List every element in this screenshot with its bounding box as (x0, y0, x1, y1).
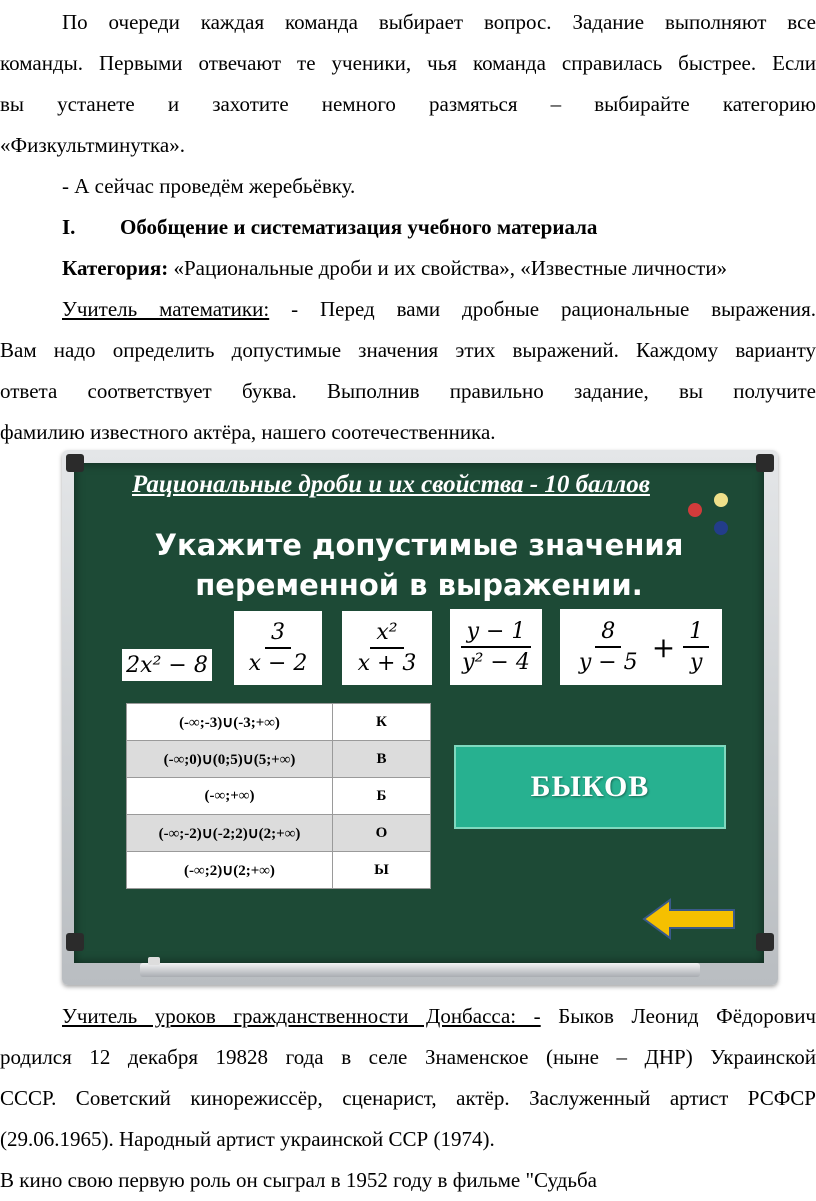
intro-line: команды. Первыми отвечают те ученики, чья команда справилась быстрее. Если (0, 51, 816, 75)
intro-line: «Физкультминутка». (0, 133, 185, 157)
option-row (127, 741, 431, 778)
option-letter: К (333, 704, 431, 741)
option-row (127, 852, 431, 889)
intro-line: По очереди каждая команда выбирает вопрос. Задание выполняют все (62, 10, 816, 34)
option-range: (-∞;-3)∪(-3;+∞) (127, 704, 333, 741)
citizenship-teacher-label: Учитель уроков гражданственности Донбасса: - (62, 1004, 541, 1028)
option-row (127, 778, 431, 815)
expression-5: $\frac{8}{y - 5}$ + $\frac{1}{y}$ (560, 609, 722, 685)
answer-options-table (126, 703, 431, 889)
blackboard-slide (74, 463, 764, 963)
expression-2: $\frac{3}{x - 2}$ (234, 611, 322, 685)
category-label: Категория: (62, 256, 169, 280)
option-range: (-∞;2)∪(2;+∞) (127, 852, 333, 889)
citizenship-line: СССР. Советский кинорежиссёр, сценарист, актёр. Заслуженный артист РСФСР (0, 1086, 816, 1110)
option-row (127, 815, 431, 852)
intro-line: вы устанете и захотите немного размяться – выбирайте категорию (0, 92, 816, 116)
chalk-piece (148, 957, 160, 965)
expression-4: $\frac{y - 1}{\text{y² − 4}}$ (450, 609, 542, 685)
category-text: «Рациональные дроби и их свойства», «Известные личности» (168, 256, 728, 280)
section-title: Обобщение и систематизация учебного материала (120, 215, 598, 239)
section-number: I. (62, 215, 76, 239)
board-corner (756, 454, 774, 472)
slide-title: Рациональные дроби и их свойства - 10 баллов (132, 471, 650, 498)
board-corner (756, 933, 774, 951)
option-letter: Ы (333, 852, 431, 889)
yellow-pin-icon (714, 493, 728, 507)
expression-1: 2x² − 8 (122, 649, 212, 681)
math-teacher-line: фамилию известного актёра, нашего соотечественника. (0, 420, 496, 444)
math-teacher-line: Учитель математики: - Перед вами дробные рациональные выражения. (62, 297, 816, 321)
math-teacher-line: Вам надо определить допустимые значения этих выражений. Каждому варианту (0, 338, 816, 362)
board-corner (66, 933, 84, 951)
citizenship-line: родился 12 декабря 19828 года в селе Знаменское (ныне – ДНР) Украинской (0, 1045, 816, 1069)
back-arrow-icon[interactable] (642, 898, 737, 940)
red-pin-icon (688, 503, 702, 517)
category-line (62, 248, 816, 289)
citizenship-line: В кино свою первую роль он сыграл в 1952 году в фильме "Судьба (0, 1168, 597, 1192)
citizenship-line: (29.06.1965). Народный артист украинской ССР (1974). (0, 1127, 495, 1151)
option-letter: О (333, 815, 431, 852)
math-teacher-line: ответа соответствует буква. Выполнив правильно задание, вы получите (0, 379, 816, 403)
option-range: (-∞;-2)∪(-2;2)∪(2;+∞) (127, 815, 333, 852)
option-row (127, 704, 431, 741)
math-teacher-label: Учитель математики: (62, 297, 270, 321)
option-letter: Б (333, 778, 431, 815)
board-corner (66, 454, 84, 472)
chalk-tray (140, 963, 700, 977)
draw-note: - А сейчас проведём жеребьёвку. (62, 174, 356, 198)
option-letter: В (333, 741, 431, 778)
option-range: (-∞;0)∪(0;5)∪(5;+∞) (127, 741, 333, 778)
option-range: (-∞;+∞) (127, 778, 333, 815)
expression-3: $\frac{\text{x²}}{x + 3}$ (342, 611, 432, 685)
citizenship-line: Учитель уроков гражданственности Донбасса: - Быков Леонид Фёдорович (62, 1004, 816, 1028)
answer-button[interactable]: БЫКОВ (454, 745, 726, 829)
slide-task: Укажите допустимые значения переменной в выражении. (154, 528, 684, 602)
